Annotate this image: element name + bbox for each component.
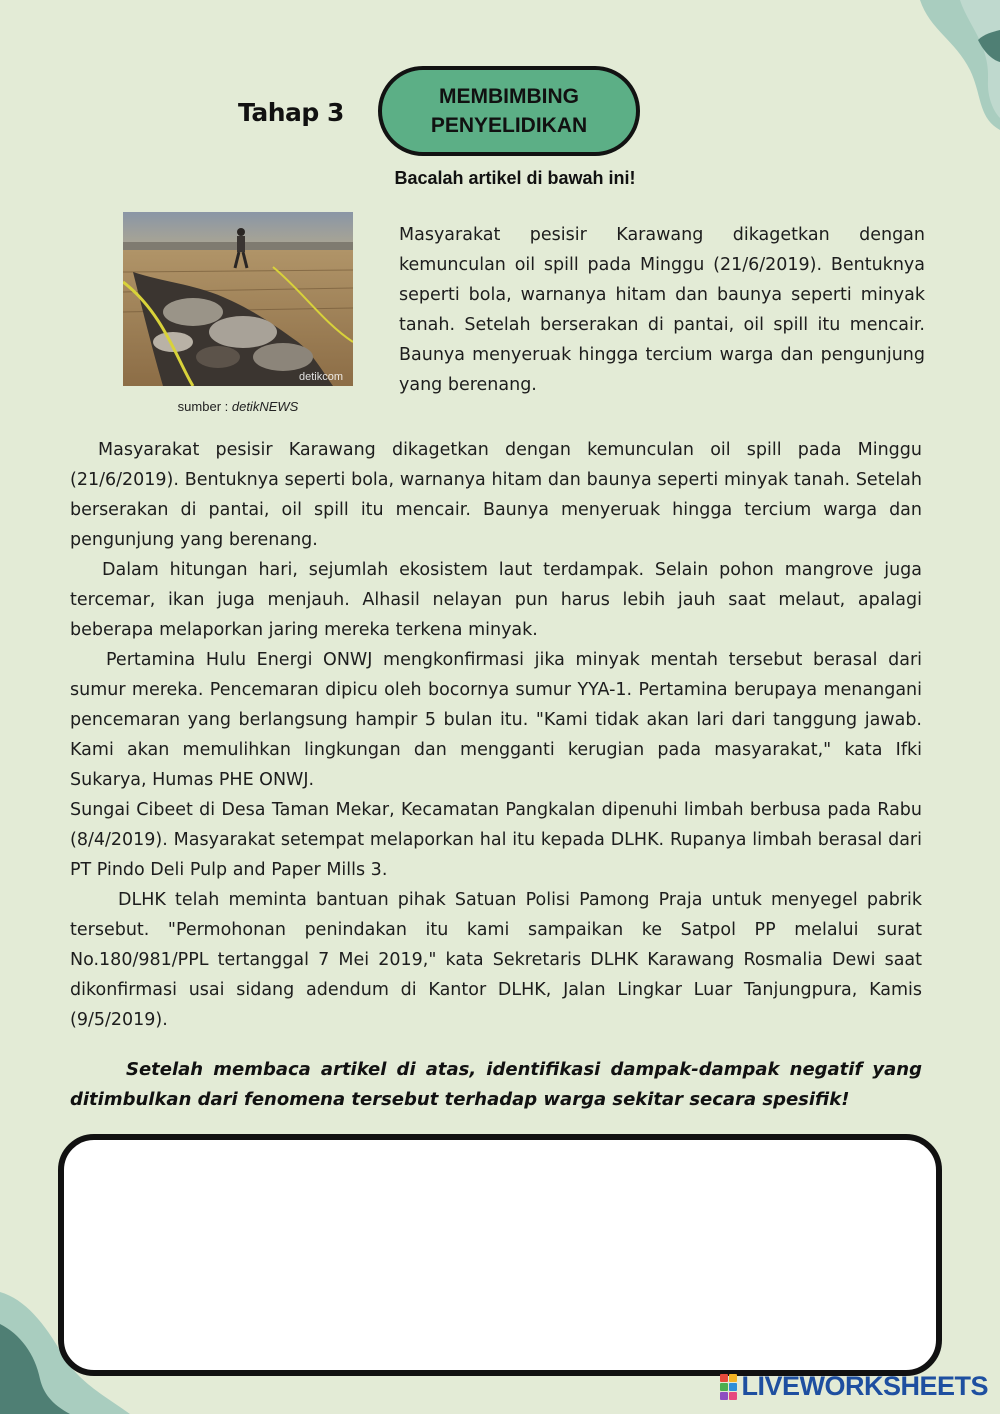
liveworksheets-brand: [720, 1371, 988, 1402]
article-paragraph: Pertamina Hulu Energi ONWJ mengkonfirmasi jika minyak mentah tersebut berasal dari sumur mereka. Pencemaran dipicu oleh bocornya sumur YYA-1. Pertamina berupaya menangani pencemaran yang berlangsung hampir 5 bulan itu. "Kami tidak akan lari dari tanggung jawab. Kami akan memulihkan lingkungan dan mengganti kerugian pada masyarakat," kata Ifki Sukarya, Humas PHE ONWJ.: [70, 650, 922, 790]
stage-label: Tahap 3: [238, 98, 344, 127]
article-paragraph: DLHK telah meminta bantuan pihak Satuan Polisi Pamong Praja untuk menyegel pabrik tersebut. "Permohonan penindakan itu kami sampaikan ke Satpol PP melalui surat No.180/981/PPL tertanggal 7 Mei 2019," kata Sekretaris DLHK Karawang Rosmalia Dewi saat dikonfirmasi usai sidang adendum di Kantor DLHK, Jalan Lingkar Luar Tanjungpura, Kamis (9/5/2019).: [70, 890, 922, 1030]
liveworksheets-logo-icon: [720, 1374, 737, 1400]
stage-title-line-2: PENYELIDIKAN: [430, 114, 588, 137]
oil-spill-photo: [123, 212, 353, 386]
article-body: [70, 435, 922, 1035]
brand-name: LIVEWORKSHEETS: [741, 1371, 988, 1401]
caption-prefix: sumber :: [177, 399, 232, 414]
answer-input[interactable]: [64, 1140, 936, 1370]
photo-caption: [123, 399, 353, 414]
stage-title-line-1: MEMBIMBING: [438, 85, 579, 108]
caption-source: detikNEWS: [231, 399, 299, 414]
answer-box[interactable]: [58, 1134, 942, 1376]
reading-instruction: Bacalah artikel di bawah ini!: [394, 168, 636, 188]
article-paragraph: Masyarakat pesisir Karawang dikagetkan dengan kemunculan oil spill pada Minggu (21/6/2019). Bentuknya seperti bola, warnanya hitam dan baunya seperti minyak tanah. Setelah berserakan di pantai, oil spill itu mencair. Baunya menyeruak hingga tercium warga dan pengunjung yang berenang.: [70, 440, 922, 550]
photo-watermark: detikcom: [299, 371, 344, 383]
article-paragraph: Dalam hitungan hari, sejumlah ekosistem laut terdampak. Selain pohon mangrove juga tercemar, ikan juga menjauh. Alhasil nelayan pun harus lebih jauh saat melaut, apalagi beberapa melaporkan jaring mereka terkena minyak.: [70, 560, 922, 640]
corner-decoration-top-right: [860, 0, 1000, 130]
article-paragraph: Sungai Cibeet di Desa Taman Mekar, Kecamatan Pangkalan dipenuhi limbah berbusa pada Rabu (8/4/2019). Masyarakat setempat melaporkan hal itu kepada DLHK. Rupanya limbah berasal dari PT Pindo Deli Pulp and Paper Mills 3.: [70, 800, 922, 880]
stage-title-badge: [378, 66, 640, 156]
question-prompt: Setelah membaca artikel di atas, identifikasi dampak-dampak negatif yang ditimbulkan dari fenomena tersebut terhadap warga sekitar secara spesifik!: [70, 1059, 922, 1110]
photo-side-text: Masyarakat pesisir Karawang dikagetkan dengan kemunculan oil spill pada Minggu (21/6/2019). Bentuknya seperti bola, warnanya hitam dan baunya seperti minyak tanah. Setelah berserakan di pantai, oil spill itu mencair. Baunya menyeruak hingga tercium warga dan pengunjung yang berenang.: [399, 225, 925, 395]
